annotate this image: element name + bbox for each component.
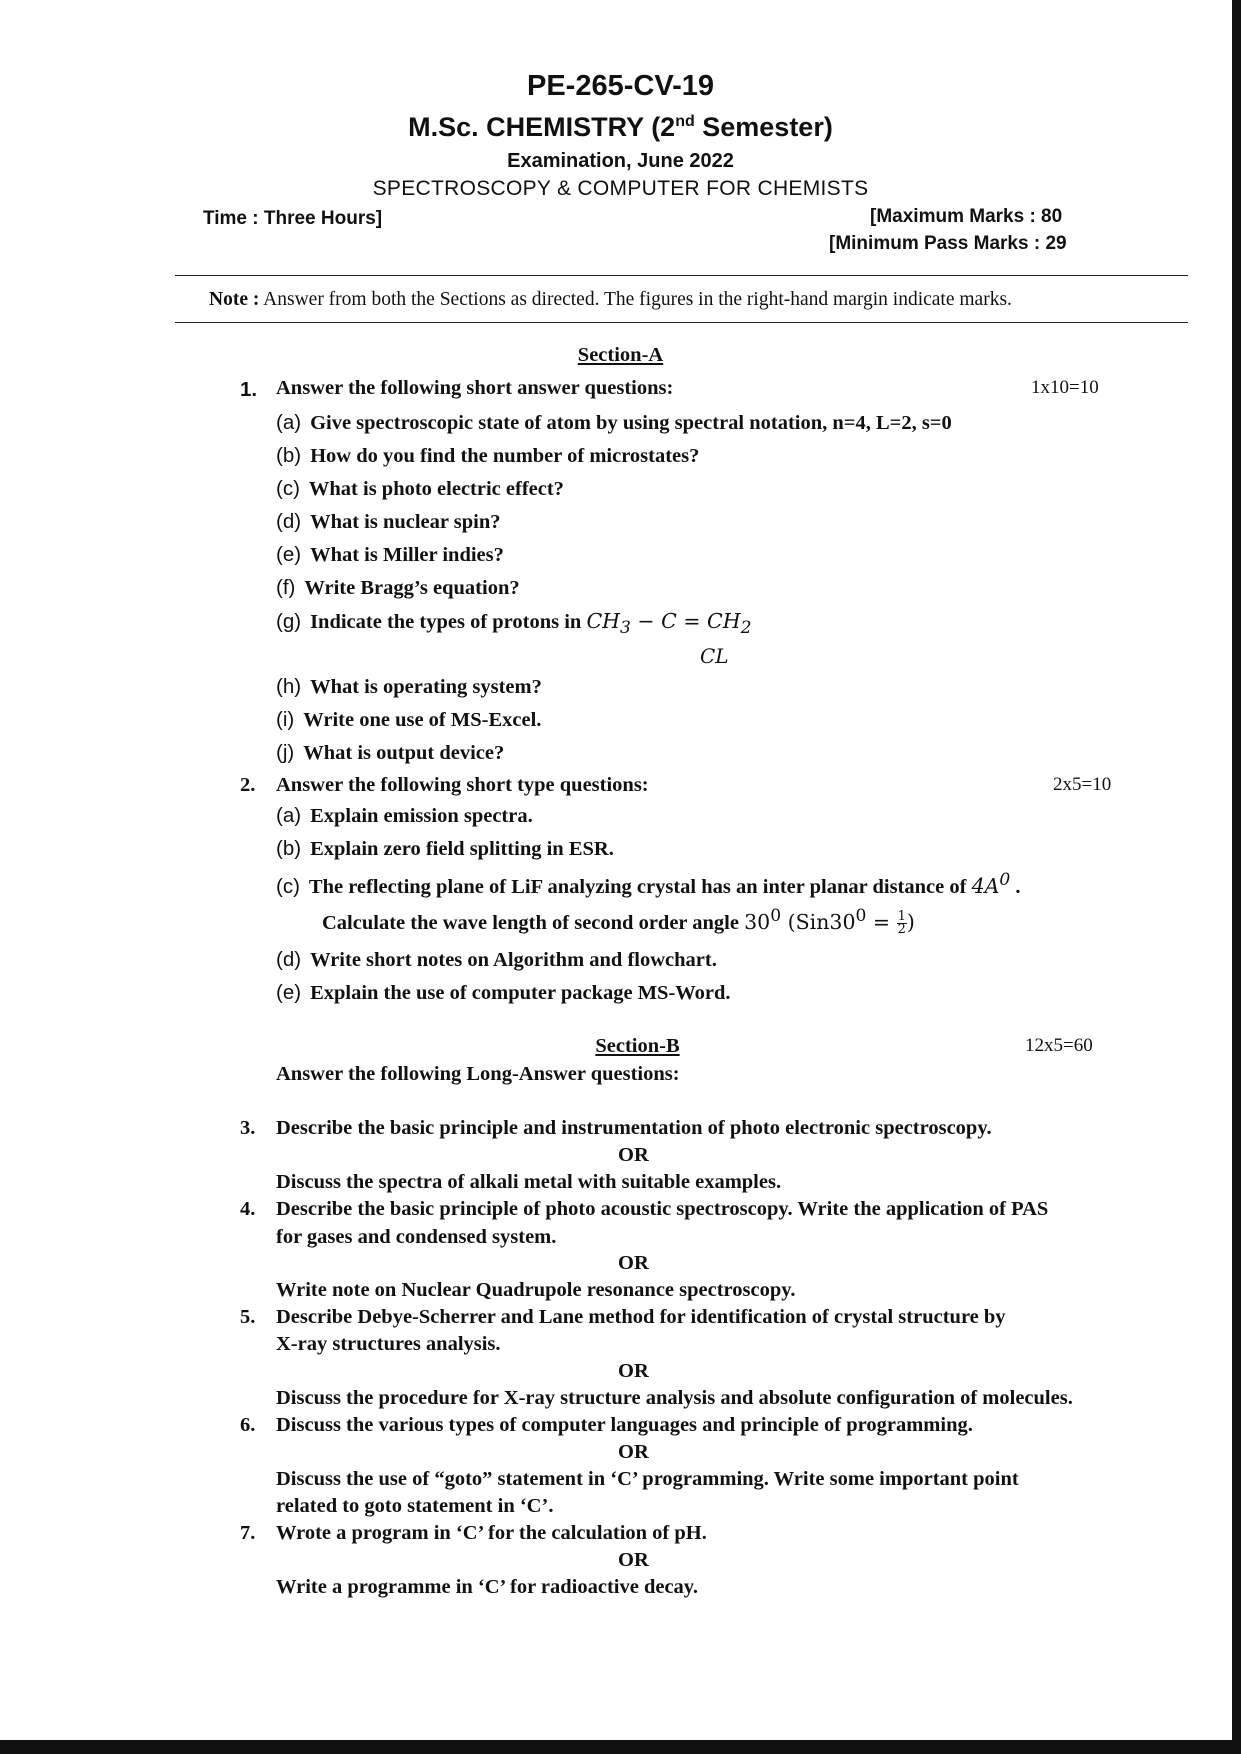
sub-question-letter: (g)	[276, 610, 302, 633]
time-allowed: Time : Three Hours]	[203, 208, 383, 229]
sine-open: (Sin30	[781, 909, 856, 934]
sub-question-text: Calculate the wave length of second order angle	[322, 911, 745, 934]
sub-question: (c) The reflecting plane of LiF analyzing crystal has an inter planar distance of $4A^0$ .	[276, 870, 1021, 898]
alternative-question-text: Discuss the procedure for X-ray structure analysis and absolute configuration of molecules.	[276, 1387, 1073, 1409]
sub-question-text: What is output device?	[303, 742, 505, 764]
scan-edge-right	[1232, 0, 1241, 1754]
question-text-continued: for gases and condensed system.	[276, 1226, 557, 1248]
sub-question-text: Write Bragg’s equation?	[304, 577, 520, 599]
sub-question-letter: (f)	[276, 576, 296, 599]
sub-question-text: Write one use of MS-Excel.	[303, 709, 542, 731]
sub-question-continuation	[322, 906, 915, 936]
sub-question-text: What is Miller indies?	[310, 544, 504, 566]
paper-code: PE-265-CV-19	[527, 70, 714, 102]
section-b-title: Section-B	[595, 1035, 680, 1057]
sub-question	[276, 609, 751, 638]
question-text: Describe the basic principle of photo acoustic spectroscopy. Write the application of PAS	[276, 1198, 1049, 1220]
question-number: 2.	[240, 774, 256, 796]
sub-question-letter: (c)	[276, 477, 300, 500]
note-text: Answer from both the Sections as directed. The figures in the right-hand margin indicate marks.	[259, 289, 1012, 310]
or-label: OR	[618, 1441, 649, 1463]
fraction-denominator: 2	[897, 921, 906, 937]
question-number: 7.	[240, 1522, 256, 1544]
sub-question-letter: (c)	[276, 874, 300, 898]
sub-question-letter: (i)	[276, 708, 295, 731]
maximum-marks: [Maximum Marks : 80	[870, 206, 1063, 227]
section-a-title: Section-A	[577, 344, 664, 366]
sub-question-letter: (d)	[276, 510, 302, 533]
sub-question-text: What is photo electric effect?	[308, 478, 564, 500]
sub-question	[276, 948, 717, 972]
sub-question-letter: (b)	[276, 444, 302, 467]
sine-close: )	[906, 909, 915, 934]
question-text: Describe Debye-Scherrer and Lane method for identification of crystal structure by	[276, 1306, 1006, 1328]
sub-question-text: Explain the use of computer package MS-Word.	[310, 982, 731, 1004]
question-marks: 1x10=10	[1031, 377, 1099, 398]
sub-question-text: How do you find the number of microstates?	[310, 445, 700, 467]
angle-expression	[744, 906, 915, 937]
sub-question-text: Indicate the types of protons in	[310, 611, 587, 633]
sub-question	[276, 741, 504, 765]
alternative-question-text-continued: related to goto statement in ‘C’.	[276, 1495, 554, 1517]
alternative-question-text: Write a programme in ‘C’ for radioactive decay.	[276, 1576, 699, 1598]
sub-question-letter: (d)	[276, 948, 302, 971]
equals-sign: =	[866, 909, 897, 934]
sub-question-text: Explain emission spectra.	[310, 805, 533, 827]
question-number: 4.	[240, 1198, 256, 1220]
exam-session: Examination, June 2022	[507, 150, 734, 172]
sub-question	[276, 708, 541, 732]
sub-question	[276, 981, 731, 1005]
interplanar-distance	[971, 870, 1011, 898]
sub-question-letter: (j)	[276, 741, 295, 764]
sub-question	[276, 411, 952, 435]
question-text: Wrote a program in ‘C’ for the calculation of pH.	[276, 1522, 707, 1544]
or-label: OR	[618, 1360, 649, 1382]
sub-question-letter: (a)	[276, 411, 302, 434]
or-label: OR	[618, 1549, 649, 1571]
note-label: Note :	[209, 289, 260, 310]
or-label: OR	[618, 1252, 649, 1274]
or-label: OR	[618, 1144, 649, 1166]
sub-question-letter: (e)	[276, 981, 302, 1004]
distance-value: 4A	[971, 873, 1000, 898]
course-sup: nd	[675, 113, 695, 130]
question-marks: 2x5=10	[1053, 774, 1112, 795]
alternative-question-text: Discuss the use of “goto” statement in ‘C’ programming. Write some important point	[276, 1468, 1019, 1490]
sub-question-text: The reflecting plane of LiF analyzing crystal has an inter planar distance of	[308, 875, 972, 898]
formula-branch: CL	[700, 644, 729, 668]
question-number: 6.	[240, 1414, 256, 1436]
course-prefix: M.Sc. CHEMISTRY (2	[408, 112, 676, 142]
distance-superscript: 0	[999, 870, 1011, 890]
formula-middle: − C = CH	[630, 609, 741, 633]
question-text: Answer the following short type questions:	[276, 774, 649, 796]
sub-question-letter: (a)	[276, 804, 302, 827]
half-fraction	[897, 908, 907, 937]
divider-bottom	[175, 322, 1188, 323]
section-b-intro: Answer the following Long-Answer questions:	[276, 1063, 680, 1085]
sub-question	[276, 510, 501, 534]
question-text: Discuss the various types of computer languages and principle of programming.	[276, 1414, 973, 1436]
sub-question	[276, 477, 564, 501]
formula-ch2-subscript: 2	[740, 618, 752, 639]
sub-question	[276, 804, 533, 828]
sub-question	[276, 576, 520, 600]
sub-question-text: Write short notes on Algorithm and flowchart.	[310, 949, 717, 971]
question-text-continued: X-ray structures analysis.	[276, 1333, 501, 1355]
sub-question-text: Give spectroscopic state of atom by using spectral notation, n=4, L=2, s=0	[310, 412, 952, 434]
course-suffix: Semester)	[694, 112, 833, 142]
subject-title: SPECTROSCOPY & COMPUTER FOR CHEMISTS	[372, 177, 869, 200]
sub-question-text: What is nuclear spin?	[310, 511, 501, 533]
question-number: 3.	[240, 1117, 256, 1139]
note	[209, 289, 1012, 311]
proton-formula	[586, 609, 752, 639]
section-b-marks: 12x5=60	[1025, 1035, 1093, 1056]
course-title	[0, 112, 1241, 143]
question-number: 5.	[240, 1306, 256, 1328]
formula-ch3: CH	[586, 609, 621, 633]
alternative-question-text: Discuss the spectra of alkali metal with suitable examples.	[276, 1171, 782, 1193]
sub-question-letter: (h)	[276, 675, 302, 698]
question-text: Describe the basic principle and instrumentation of photo electronic spectroscopy.	[276, 1117, 992, 1139]
question-number: 1.	[240, 378, 258, 401]
sub-question	[276, 444, 699, 468]
sub-question	[276, 543, 504, 567]
angle-value: 30	[744, 909, 771, 934]
alternative-question-text: Write note on Nuclear Quadrupole resonance spectroscopy.	[276, 1279, 796, 1301]
sine-superscript: 0	[855, 906, 867, 926]
sub-question-letter: (e)	[276, 543, 302, 566]
minimum-pass-marks: [Minimum Pass Marks : 29	[829, 233, 1067, 254]
question-text: Answer the following short answer questions:	[276, 377, 674, 399]
divider-top	[175, 275, 1188, 276]
sub-question	[276, 837, 614, 861]
formula-ch3-subscript: 3	[620, 618, 631, 639]
sub-question	[276, 675, 542, 699]
sub-question-letter: (b)	[276, 837, 302, 860]
sub-question-text: Explain zero field splitting in ESR.	[310, 838, 614, 860]
scan-edge-bottom	[0, 1740, 1241, 1754]
fraction-numerator: 1	[897, 908, 906, 924]
sub-question-text: What is operating system?	[310, 676, 542, 698]
angle-superscript: 0	[770, 906, 782, 926]
